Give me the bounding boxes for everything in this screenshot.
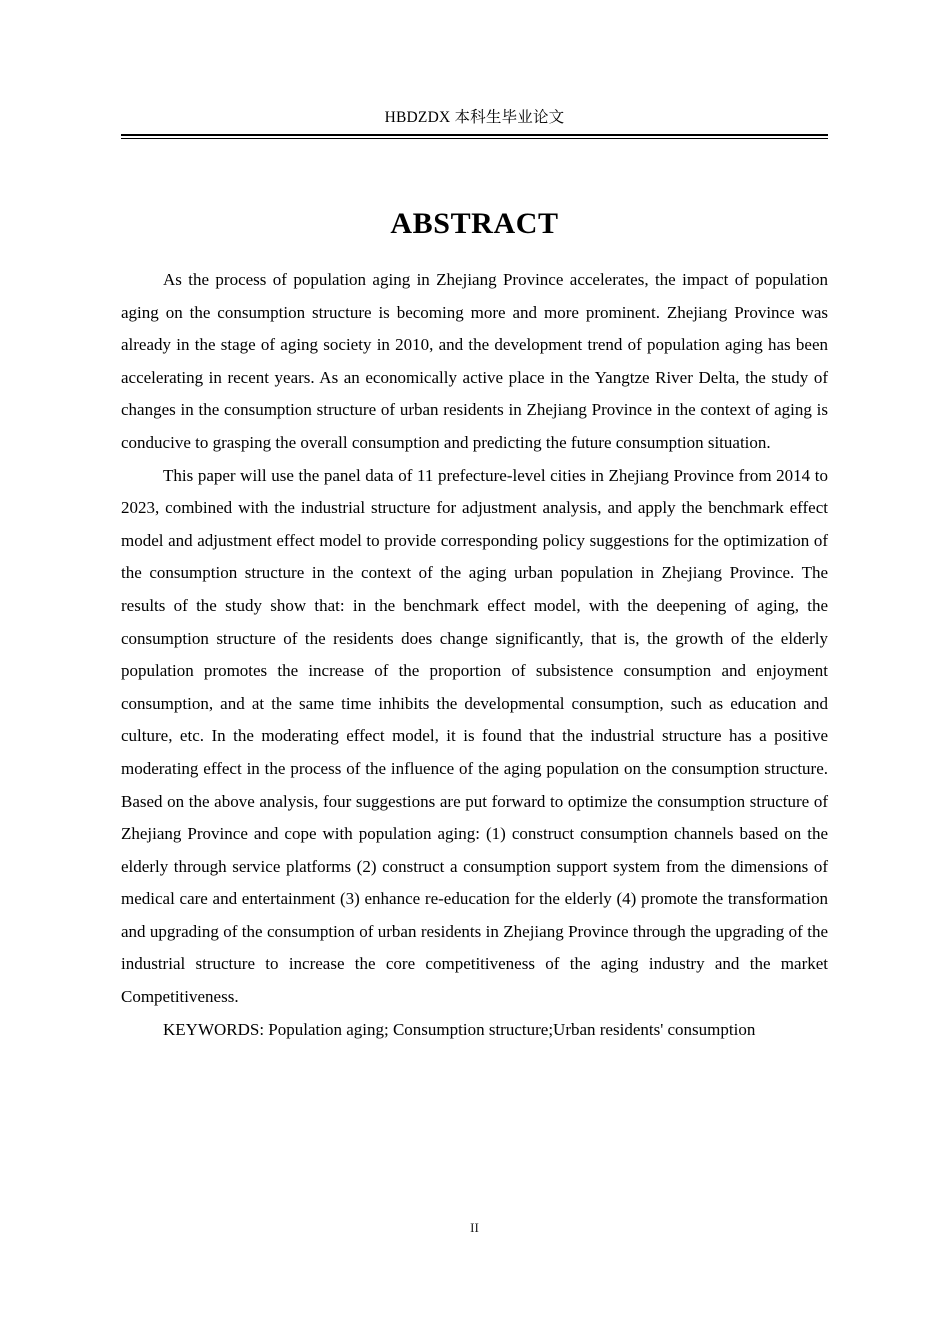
page-header bbox=[121, 108, 828, 139]
keywords-line: KEYWORDS: Population aging; Consumption structure;Urban residents' consumption bbox=[163, 1019, 756, 1039]
page-title: ABSTRACT bbox=[390, 207, 559, 241]
abstract-paragraph-2: This paper will use the panel data of 11 prefecture-level cities in Zhejiang Province from 2014 to 2023, combined with the industrial structure for adjustment analysis, and apply the benchmark effect model and adjustment effect model to provide corresponding policy suggestions for the optimization of the consumption structure in the context of the aging urban population in Zhejiang Province. The results of the study show that: in the benchmark effect model, with the deepening of aging, the consumption structure of the residents does change significantly, that is, the growth of the elderly population promotes the increase of the proportion of subsistence consumption and enjoyment consumption, and at the same time inhibits the developmental consumption, such as education and culture, etc. In the moderating effect model, it is found that the industrial structure has a positive moderating effect in the process of the influence of the aging population on the consumption structure. Based on the above analysis, four suggestions are put forward to optimize the consumption structure of Zhejiang Province and cope with population aging: (1) construct consumption channels based on the elderly through service platforms (2) construct a consumption support system from the dimensions of medical care and entertainment (3) enhance re-education for the elderly (4) promote the transformation and upgrading of the consumption of urban residents in Zhejiang Province through the upgrading of the industrial structure to increase the core competitiveness of the aging industry and the market Competitiveness. bbox=[121, 465, 828, 1007]
running-header-title: HBDZDX 本科生毕业论文 bbox=[384, 109, 565, 126]
page-number: II bbox=[470, 1220, 479, 1235]
header-double-rule bbox=[121, 134, 828, 139]
page-footer bbox=[121, 1219, 828, 1237]
header-rule-thin bbox=[121, 138, 828, 139]
abstract-body bbox=[121, 264, 828, 1046]
abstract-paragraph-1: As the process of population aging in Zhejiang Province accelerates, the impact of population aging on the consumption structure is becoming more and more prominent. Zhejiang Province was already in the stage of aging society in 2010, and the development trend of population aging has been accelerating in recent years. As an economically active place in the Yangtze River Delta, the study of changes in the consumption structure of urban residents in Zhejiang Province in the context of aging is conducive to grasping the overall consumption and predicting the future consumption situation. bbox=[121, 270, 828, 452]
